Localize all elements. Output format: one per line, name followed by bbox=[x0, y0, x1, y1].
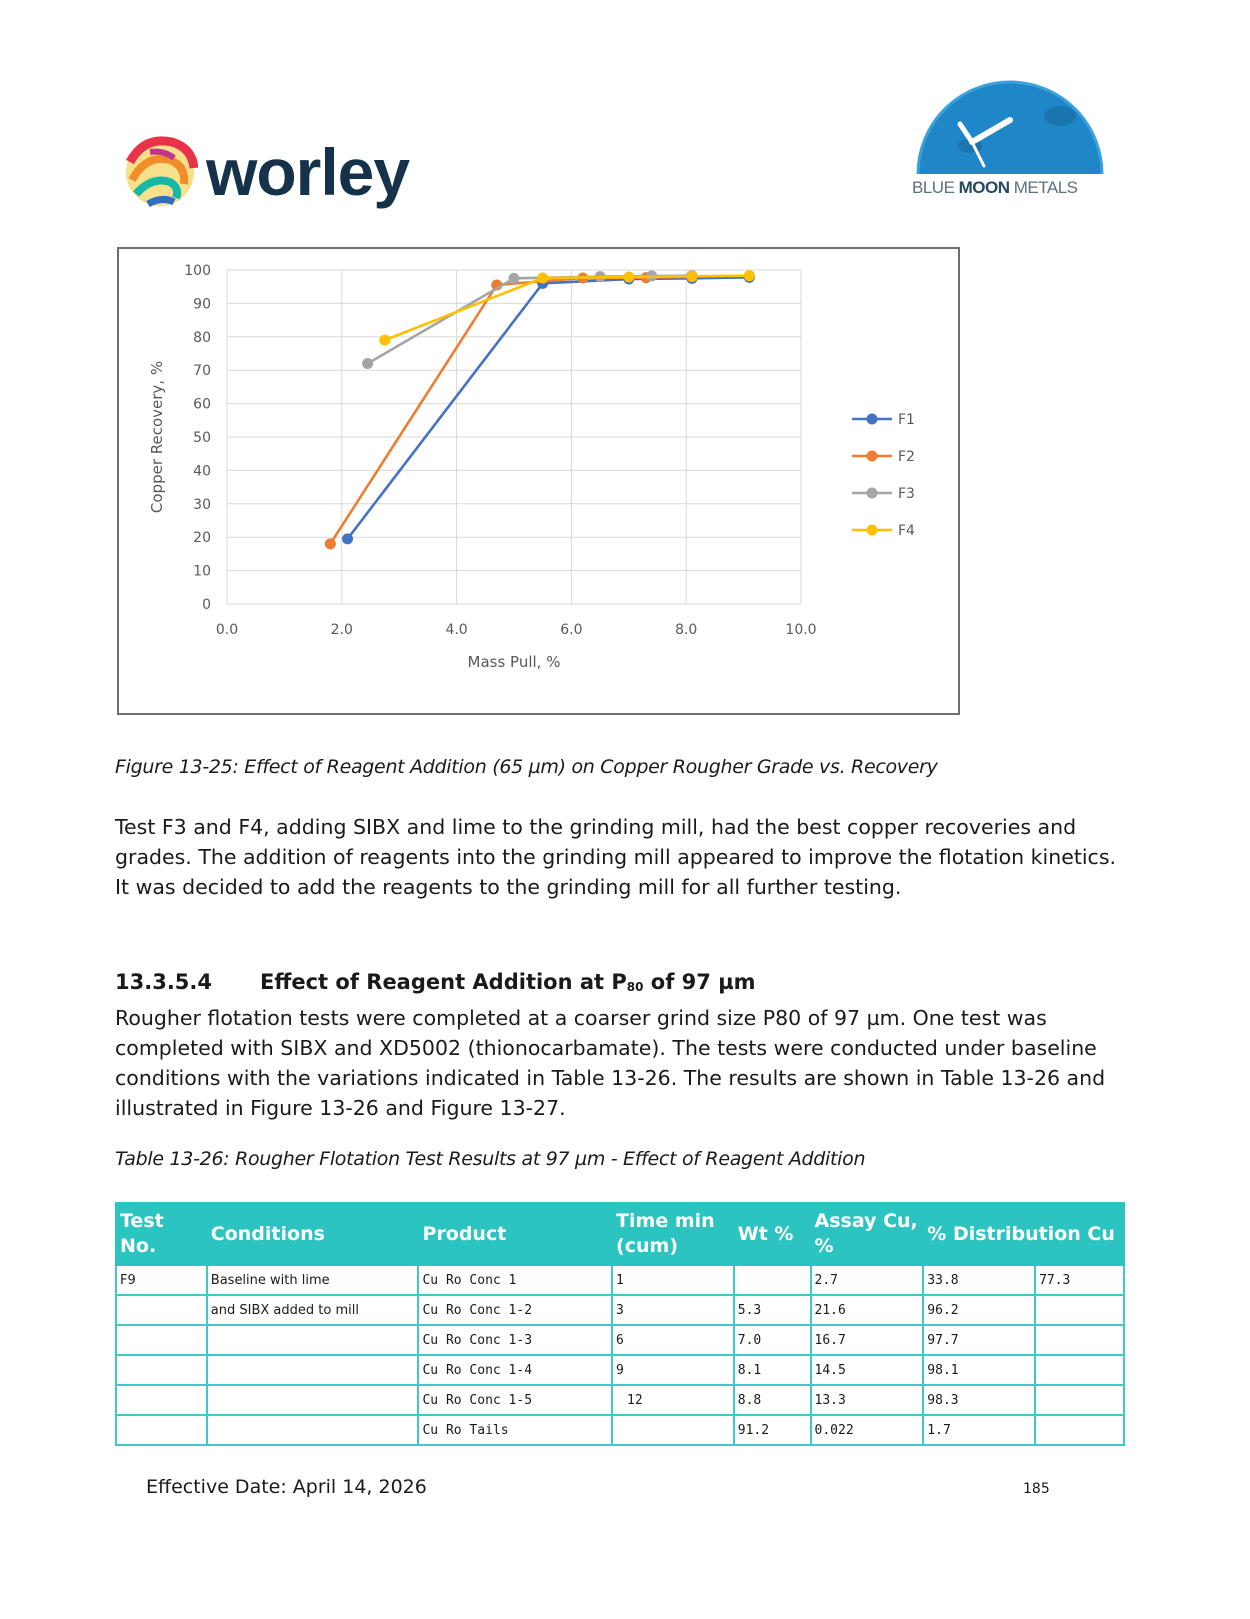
cell-product: Cu Ro Conc 1-5 bbox=[418, 1385, 612, 1415]
y-axis-title: Copper Recovery, % bbox=[148, 360, 166, 514]
bmm-wordmark: BLUE MOON METALS bbox=[912, 178, 1078, 197]
header-wt: Wt % bbox=[734, 1203, 811, 1265]
cell-assay: 21.6 bbox=[811, 1295, 924, 1325]
x-tick-label: 0.0 bbox=[215, 622, 239, 638]
series-line-f3 bbox=[368, 276, 692, 364]
cell-time: 12 bbox=[612, 1385, 734, 1415]
cell-assay: 0.022 bbox=[811, 1415, 924, 1445]
cell-time bbox=[612, 1415, 734, 1445]
cell-test bbox=[116, 1325, 207, 1355]
cell-distribution: 33.8 bbox=[923, 1265, 1035, 1295]
cell-conditions bbox=[207, 1355, 419, 1385]
legend-label-f1: F1 bbox=[898, 412, 915, 428]
cell-product: Cu Ro Conc 1-4 bbox=[418, 1355, 612, 1385]
recovery-chart bbox=[119, 249, 962, 717]
series-line-f1 bbox=[348, 277, 750, 539]
cell-distribution: 96.2 bbox=[923, 1295, 1035, 1325]
chart-frame bbox=[117, 247, 960, 715]
table-row bbox=[116, 1415, 1124, 1445]
cell-wt: 7.0 bbox=[734, 1325, 811, 1355]
cell-test bbox=[116, 1415, 207, 1445]
cell-distribution: 98.1 bbox=[923, 1355, 1035, 1385]
legend-label-f2: F2 bbox=[898, 449, 915, 465]
cell-wt bbox=[734, 1265, 811, 1295]
cell-conditions: Baseline with lime bbox=[207, 1265, 419, 1295]
worley-wordmark: worley bbox=[206, 135, 410, 209]
moon-clock-icon bbox=[910, 76, 1110, 186]
worley-logo bbox=[124, 132, 444, 212]
legend-label-f4: F4 bbox=[898, 523, 915, 539]
cell-product: Cu Ro Conc 1-3 bbox=[418, 1325, 612, 1355]
cell-extra bbox=[1035, 1415, 1124, 1445]
cell-test bbox=[116, 1295, 207, 1325]
cell-wt: 5.3 bbox=[734, 1295, 811, 1325]
cell-conditions bbox=[207, 1385, 419, 1415]
x-tick-label: 6.0 bbox=[560, 622, 583, 638]
y-tick-label: 10 bbox=[193, 563, 211, 580]
cell-extra bbox=[1035, 1355, 1124, 1385]
y-tick-label: 60 bbox=[193, 396, 211, 413]
y-tick-label: 40 bbox=[193, 463, 211, 480]
x-tick-label: 8.0 bbox=[675, 622, 698, 638]
blue-moon-metals-logo bbox=[910, 76, 1110, 206]
data-point-f2 bbox=[325, 538, 336, 549]
cell-extra: 77.3 bbox=[1035, 1265, 1124, 1295]
cell-assay: 2.7 bbox=[811, 1265, 924, 1295]
header-product: Product bbox=[418, 1203, 612, 1265]
cell-distribution: 97.7 bbox=[923, 1325, 1035, 1355]
paragraph-tests: Rougher flotation tests were completed at a coarser grind size P80 of 97 µm. One test was completed with SIBX and XD5002 (thionocarbamate). The tests were conducted under baseline conditions with the variations indicated in Table 13-26. The results are shown in Table 13-26 and illustrated in Figure 13-26 and Figure 13-27. bbox=[115, 1006, 1106, 1120]
table-row bbox=[116, 1355, 1124, 1385]
cell-wt: 8.1 bbox=[734, 1355, 811, 1385]
data-point-f4 bbox=[379, 335, 390, 346]
worley-swirl-icon bbox=[124, 132, 198, 212]
effective-date: Effective Date: April 14, 2026 bbox=[146, 1476, 427, 1498]
cell-extra bbox=[1035, 1325, 1124, 1355]
table-header-row bbox=[116, 1203, 1124, 1265]
header-time: Time min (cum) bbox=[612, 1203, 734, 1265]
series-line-f4 bbox=[385, 276, 749, 340]
header-test-no: Test No. bbox=[116, 1203, 207, 1265]
figure-caption: Figure 13-25: Effect of Reagent Addition (65 µm) on Copper Rougher Grade vs. Recovery bbox=[115, 756, 938, 778]
cell-time: 9 bbox=[612, 1355, 734, 1385]
x-tick-label: 4.0 bbox=[445, 622, 468, 638]
cell-conditions bbox=[207, 1415, 419, 1445]
data-point-f4 bbox=[744, 270, 755, 281]
data-point-f1 bbox=[342, 533, 353, 544]
x-tick-label: 2.0 bbox=[330, 622, 353, 638]
data-point-f4 bbox=[623, 272, 634, 283]
cell-product: Cu Ro Tails bbox=[418, 1415, 612, 1445]
table-row bbox=[116, 1325, 1124, 1355]
cell-test bbox=[116, 1355, 207, 1385]
paragraph-results: Test F3 and F4, adding SIBX and lime to the grinding mill, had the best copper recoveries and grades. The addition of reagents into the grinding mill appeared to improve the flotation kinetics. It was decided to add the reagents to the grinding mill for all further testing. bbox=[115, 815, 1117, 899]
section-heading bbox=[115, 970, 756, 994]
y-tick-label: 80 bbox=[193, 329, 211, 346]
cell-assay: 16.7 bbox=[811, 1325, 924, 1355]
y-tick-label: 0 bbox=[202, 597, 211, 613]
cell-conditions bbox=[207, 1325, 419, 1355]
x-axis-title: Mass Pull, % bbox=[467, 653, 561, 671]
cell-wt: 8.8 bbox=[734, 1385, 811, 1415]
legend-label-f3: F3 bbox=[898, 486, 915, 502]
data-point-f4 bbox=[537, 273, 548, 284]
section-title: Effect of Reagent Addition at $P_{80}$ of 97 µm bbox=[260, 970, 756, 994]
cell-product: Cu Ro Conc 1 bbox=[418, 1265, 612, 1295]
header-assay: Assay Cu, % bbox=[811, 1203, 924, 1265]
cell-time: 6 bbox=[612, 1325, 734, 1355]
cell-time: 1 bbox=[612, 1265, 734, 1295]
cell-wt: 91.2 bbox=[734, 1415, 811, 1445]
header-distribution: % Distribution Cu bbox=[923, 1203, 1124, 1265]
table-row bbox=[116, 1295, 1124, 1325]
cell-time: 3 bbox=[612, 1295, 734, 1325]
y-tick-label: 20 bbox=[193, 530, 211, 547]
legend-marker-f2 bbox=[867, 451, 878, 462]
header-conditions: Conditions bbox=[207, 1203, 419, 1265]
table-row bbox=[116, 1385, 1124, 1415]
cell-distribution: 98.3 bbox=[923, 1385, 1035, 1415]
x-tick-label: 10.0 bbox=[785, 622, 817, 638]
legend-marker-f4 bbox=[867, 525, 878, 536]
y-tick-label: 90 bbox=[193, 296, 211, 313]
cell-test bbox=[116, 1385, 207, 1415]
cell-product: Cu Ro Conc 1-2 bbox=[418, 1295, 612, 1325]
results-table bbox=[115, 1202, 1125, 1446]
data-point-f3 bbox=[509, 273, 520, 284]
cell-distribution: 1.7 bbox=[923, 1415, 1035, 1445]
data-point-f4 bbox=[686, 271, 697, 282]
cell-assay: 13.3 bbox=[811, 1385, 924, 1415]
y-tick-label: 70 bbox=[193, 363, 211, 380]
legend-marker-f3 bbox=[867, 488, 878, 499]
y-tick-label: 50 bbox=[193, 430, 211, 446]
cell-extra bbox=[1035, 1295, 1124, 1325]
cell-assay: 14.5 bbox=[811, 1355, 924, 1385]
cell-test: F9 bbox=[116, 1265, 207, 1295]
cell-conditions: and SIBX added to mill bbox=[207, 1295, 419, 1325]
section-number: 13.3.5.4 bbox=[115, 970, 212, 994]
page-number: 185 bbox=[1023, 1481, 1050, 1497]
legend-marker-f1 bbox=[867, 414, 878, 425]
table-caption: Table 13-26: Rougher Flotation Test Results at 97 µm - Effect of Reagent Addition bbox=[115, 1148, 866, 1170]
cell-extra bbox=[1035, 1385, 1124, 1415]
y-tick-label: 30 bbox=[193, 496, 211, 513]
y-tick-label: 100 bbox=[184, 263, 211, 279]
data-point-f3 bbox=[362, 358, 373, 369]
table-row bbox=[116, 1265, 1124, 1295]
